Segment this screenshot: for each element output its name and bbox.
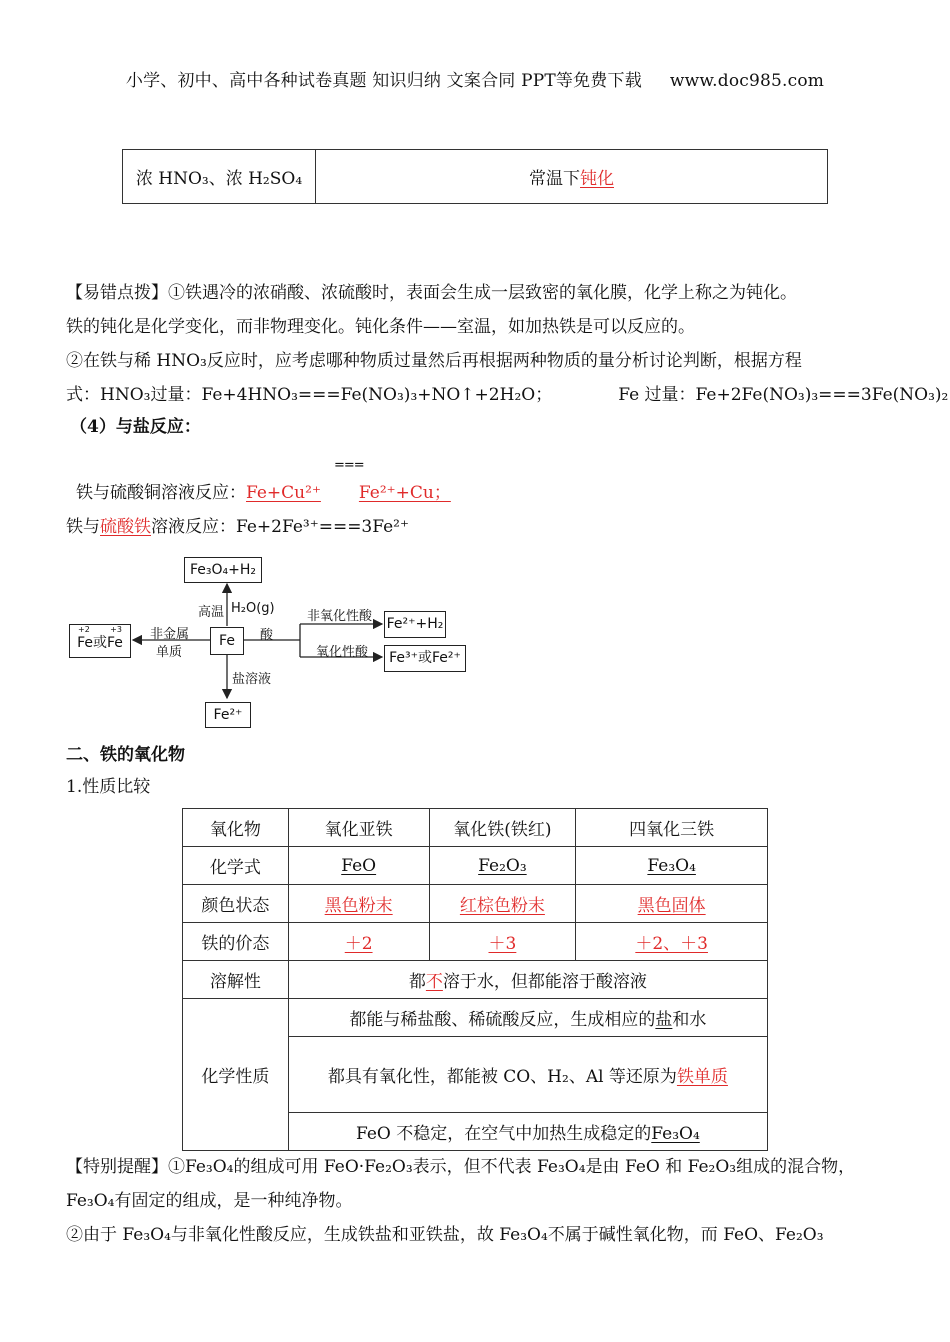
table-row xyxy=(183,999,768,1037)
formula-cell: Fe₃O₄ xyxy=(576,847,768,885)
valence-cell: ＋3 xyxy=(429,923,576,961)
chem-cell-1 xyxy=(288,999,767,1037)
top-label-2: H₂O(g) xyxy=(231,601,275,616)
left-box-charges: +2 +3 xyxy=(78,625,122,634)
formula-cell: Fe₂O₃ xyxy=(429,847,576,885)
table-row xyxy=(183,809,768,847)
section2-title: 二、铁的氧化物 xyxy=(66,745,185,765)
tip1-line3: ②在铁与稀 HNO₃反应时，应考虑哪种物质过量然后再根据两种物质的量分析讨论判断，根据方程 xyxy=(66,351,802,371)
chem1-answer: 盐 xyxy=(655,1010,673,1030)
header-site[interactable]: www.doc985.com xyxy=(669,71,825,91)
solubility-cell xyxy=(288,961,767,999)
tip2-line3: ②由于 Fe₃O₄与非氧化性酸反应，生成铁盐和亚铁盐，故 Fe₃O₄不属于碱性氧化物，而 FeO、Fe₂O₃ xyxy=(66,1225,824,1245)
row-label: 铁的价态 xyxy=(183,923,289,961)
tip2-line1: ①Fe₃O₄的组成可用 FeO·Fe₂O₃表示，但不代表 Fe₃O₄是由 FeO 和 Fe₂O₃组成的混合物， xyxy=(168,1157,856,1177)
tip1-line4a: 式：HNO₃过量：Fe+4HNO₃===Fe(NO₃)₃+NO↑+2H₂O； xyxy=(66,385,553,405)
result-prefix: 常温下 xyxy=(529,169,580,189)
table-row xyxy=(183,923,768,961)
top-label-1: 高温 xyxy=(198,605,225,620)
left-box-text: Fe或Fe xyxy=(77,635,123,651)
chem3-answer: Fe₃O₄ xyxy=(651,1124,700,1144)
reagent-cell: 浓 HNO₃、浓 H₂SO₄ xyxy=(123,150,316,204)
top-box: Fe₃O₄+H₂ xyxy=(184,557,262,583)
left-label-2: 单质 xyxy=(156,645,183,660)
row-label: 溶解性 xyxy=(183,961,289,999)
cu-prefix: 铁与硫酸铜溶液反应： xyxy=(76,483,246,503)
tip1-line2: 铁的钝化是化学变化，而非物理变化。钝化条件——室温，如加热铁是可以反应的。 xyxy=(66,317,695,337)
tip1-line1: ①铁遇冷的浓硝酸、浓硫酸时，表面会生成一层致密的氧化膜，化学上称之为钝化。 xyxy=(168,283,797,303)
center-box: Fe xyxy=(210,627,244,655)
right-upper-label: 非氧化性酸 xyxy=(307,609,373,624)
left-label-1: 非金属 xyxy=(150,627,190,642)
row-label: 化学式 xyxy=(183,847,289,885)
fe3-prefix: 铁与 xyxy=(66,517,100,537)
formula-cell: FeO xyxy=(288,847,429,885)
chem2-answer: 铁单质 xyxy=(676,1067,728,1087)
left-box xyxy=(69,624,131,658)
header-cell: 氧化亚铁 xyxy=(288,809,429,847)
right-upper-box: Fe²⁺+H₂ xyxy=(384,611,446,638)
header-cell: 四氧化三铁 xyxy=(576,809,768,847)
chem2-a: 都具有氧化性，都能被 CO、H₂、Al 等还原为 xyxy=(327,1067,677,1087)
cu-right: Fe²⁺+Cu； xyxy=(358,483,451,503)
solubility-b: 溶于水，但都能溶于酸溶液 xyxy=(442,972,647,992)
tip1-label: 【易错点拨】 xyxy=(66,283,168,303)
chem-cell-3 xyxy=(288,1113,767,1151)
tip-block-2 xyxy=(66,1150,936,1252)
fe3-suffix: 溶液反应：Fe+2Fe³⁺===3Fe²⁺ xyxy=(151,517,409,537)
cu-equal-sign: === xyxy=(334,458,364,473)
row-label: 颜色状态 xyxy=(183,885,289,923)
right-label: 酸 xyxy=(260,628,274,643)
chem3-a: FeO 不稳定，在空气中加热生成稳定的 xyxy=(356,1124,652,1144)
bottom-label: 盐溶液 xyxy=(232,672,272,687)
iron-oxide-table xyxy=(182,808,768,1151)
color-cell: 黑色粉末 xyxy=(288,885,429,923)
right-lower-label: 氧化性酸 xyxy=(316,645,369,660)
table-row xyxy=(183,961,768,999)
fe3-answer: 硫酸铁 xyxy=(100,517,151,537)
valence-cell: ＋2 xyxy=(288,923,429,961)
table-row xyxy=(183,885,768,923)
chem1-b: 和水 xyxy=(672,1010,707,1030)
bottom-box: Fe²⁺ xyxy=(205,702,251,728)
result-answer: 钝化 xyxy=(580,169,614,189)
chem-cell-2 xyxy=(288,1037,767,1113)
tip2-label: 【特别提醒】 xyxy=(66,1157,168,1177)
table-row xyxy=(183,847,768,885)
header-cell: 氧化物 xyxy=(183,809,289,847)
tip2-line2: Fe₃O₄有固定的组成，是一种纯净物。 xyxy=(66,1191,353,1211)
tip1-line4b: Fe 过量：Fe+2Fe(NO₃)₃===3Fe(NO₃)₂ xyxy=(618,385,949,405)
color-cell: 黑色固体 xyxy=(576,885,768,923)
solubility-a: 都 xyxy=(408,972,426,992)
section2-subtitle: 1.性质比较 xyxy=(66,777,151,797)
valence-cell: ＋2、＋3 xyxy=(576,923,768,961)
row-label: 化学性质 xyxy=(183,999,289,1151)
color-cell: 红棕色粉末 xyxy=(429,885,576,923)
right-lower-box: Fe³⁺或Fe²⁺ xyxy=(384,645,466,672)
chem1-a: 都能与稀盐酸、稀硫酸反应，生成相应的 xyxy=(349,1010,656,1030)
cu-left: Fe+Cu²⁺ xyxy=(246,483,321,503)
header-cell: 氧化铁(铁红) xyxy=(429,809,576,847)
header-text: 小学、初中、高中各种试卷真题 知识归纳 文案合同 PPT等免费下载 xyxy=(125,71,642,91)
section4-title: （4）与盐反应： xyxy=(70,417,201,437)
solubility-answer: 不 xyxy=(425,972,443,992)
